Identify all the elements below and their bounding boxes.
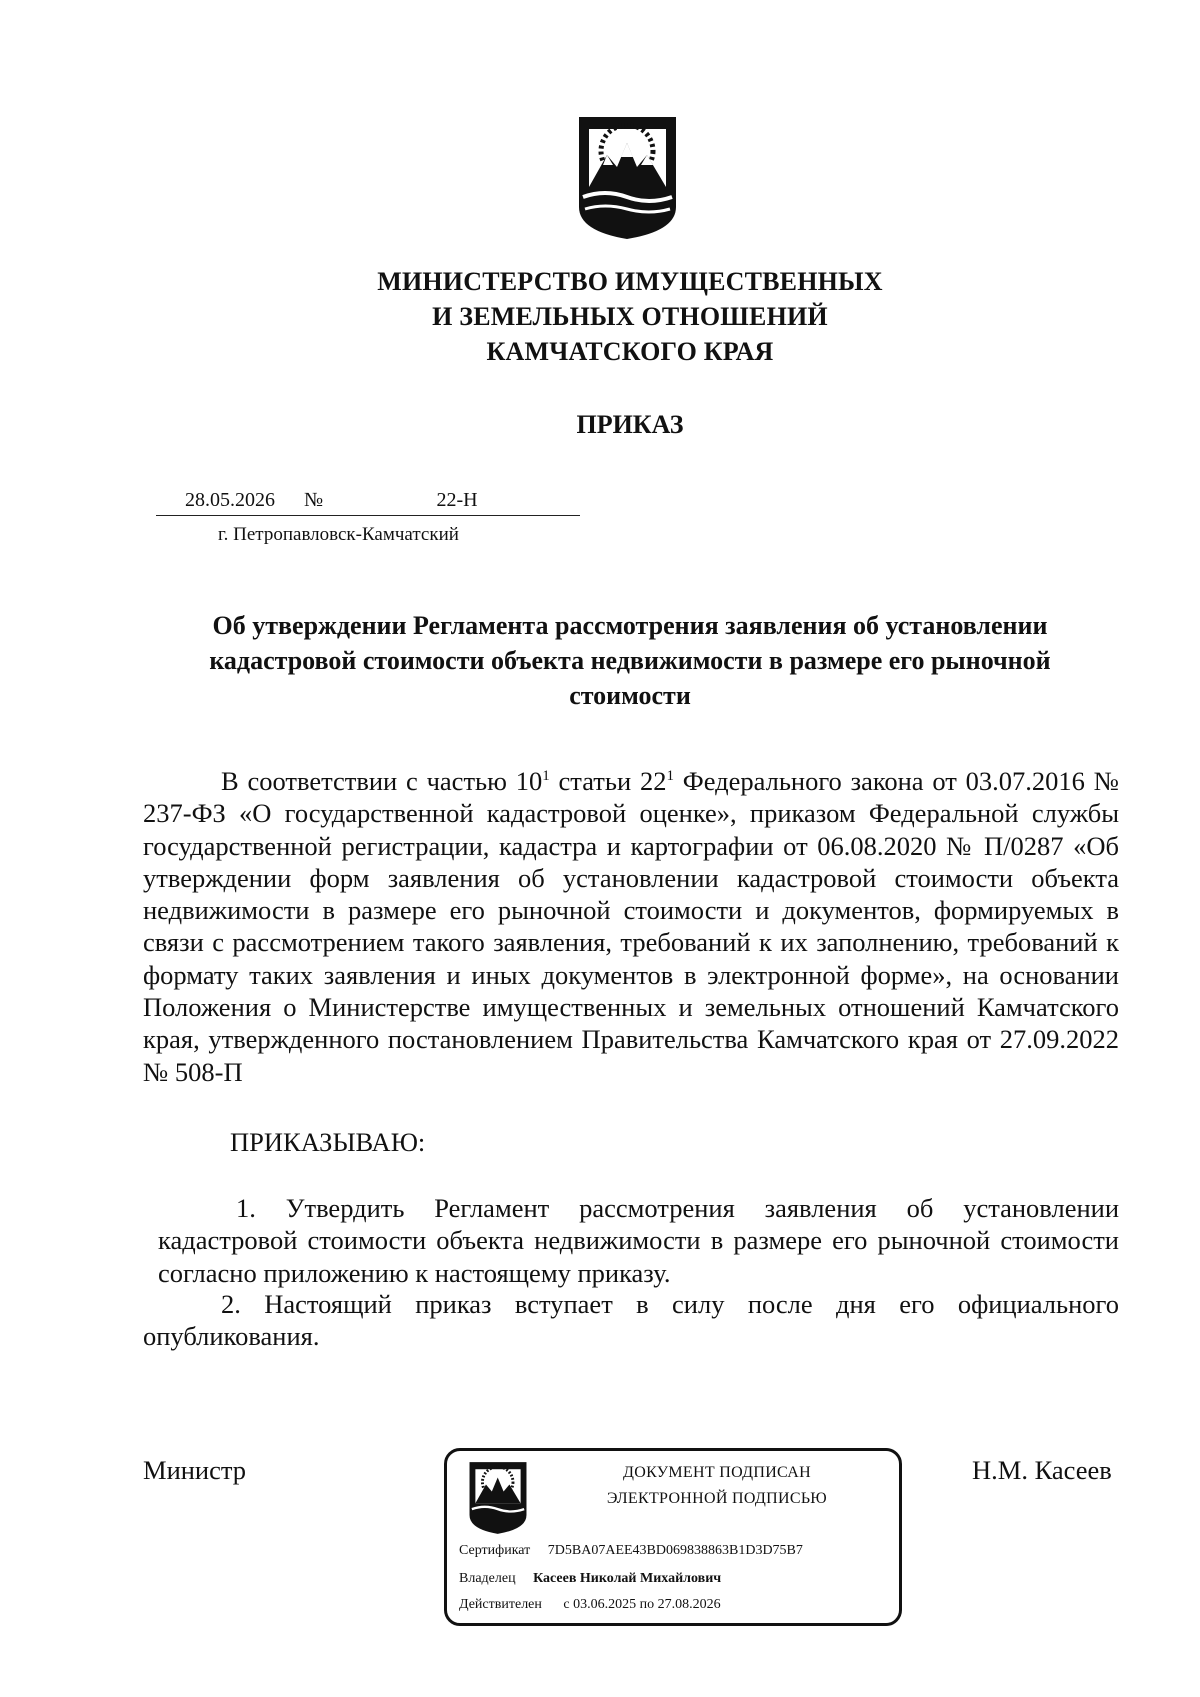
coat-of-arms-icon	[575, 115, 680, 241]
order-word: ПРИКАЗЫВАЮ:	[230, 1127, 426, 1157]
e-signature-stamp	[444, 1448, 902, 1626]
city: г. Петропавловск-Камчатский	[218, 524, 459, 545]
stamp-title-line2: ЭЛЕКТРОННОЙ ПОДПИСЬЮ	[606, 1490, 828, 1507]
preamble-text-3: Федерального закона от 03.07.2016 № 237-ФЗ «О государственной кадастровой оценке», приказом Федеральной службы государственной регистрации, кадастра и картографии от 06.08.2020 № П/0287 «Об утверждении форм заявления об установлении кадастровой стоимости объекта недвижимости в размере его рыночной стоимости и документов, формируемых в связи с рассмотрением такого заявления, требований к их заполнению, требований к формату таких заявления и иных документов в электронной форме», на основании Положения о Министерстве имущественных и земельных отношений Камчатского края, утвержденного постановлением Правительства Камчатского края от 27.09.2022 № 508-П	[143, 766, 1120, 1087]
order-subject	[160, 608, 1100, 713]
order-date: 28.05.2026	[156, 485, 304, 516]
subject-line1: Об утверждении Регламента рассмотрения заявления об установлении	[212, 611, 1048, 640]
subject-line3: стоимости	[569, 681, 691, 710]
preamble-text-1: В соответствии с частью 10	[221, 766, 543, 796]
cert-label: Сертификат	[459, 1543, 531, 1558]
stamp-title-line1: ДОКУМЕНТ ПОДПИСАН	[623, 1464, 811, 1481]
preamble-paragraph	[143, 765, 1119, 1088]
order-item-2: 2. Настоящий приказ вступает в силу после дня его официального опубликования.	[143, 1289, 1119, 1352]
stamp-emblem-icon	[467, 1461, 529, 1535]
org-name	[0, 264, 1200, 369]
order-number: 22-Н	[334, 485, 580, 516]
cert-value: 7D5BA07AEE43BD069838863B1D3D75B7	[547, 1543, 803, 1558]
owner-label: Владелец	[459, 1571, 516, 1586]
preamble-sup-2: 1	[666, 768, 674, 785]
preamble-text-2: статьи 22	[549, 766, 667, 796]
org-name-line1: МИНИСТЕРСТВО ИМУЩЕСТВЕННЫХ	[377, 267, 883, 296]
signer-name: Н.М. Касеев	[972, 1455, 1112, 1485]
valid-label: Действителен	[459, 1597, 542, 1612]
stamp-owner-row	[459, 1571, 721, 1587]
signer-position: Министр	[143, 1455, 247, 1485]
org-name-line3: КАМЧАТСКОГО КРАЯ	[486, 337, 774, 366]
stamp-valid-row	[459, 1597, 721, 1613]
preamble-sup-1: 1	[542, 768, 550, 785]
stamp-cert-row	[459, 1543, 803, 1559]
subject-line2: кадастровой стоимости объекта недвижимости в размере его рыночной	[209, 646, 1051, 675]
document-type: ПРИКАЗ	[576, 410, 684, 439]
number-sign: №	[304, 485, 334, 516]
valid-value: с 03.06.2025 по 27.08.2026	[563, 1597, 721, 1612]
order-item-1: 1. Утвердить Регламент рассмотрения заявления об установлении кадастровой стоимости объекта недвижимости в размере его рыночной стоимости согласно приложению к настоящему приказу.	[158, 1193, 1119, 1288]
owner-value: Касеев Николай Михайлович	[533, 1571, 722, 1586]
org-name-line2: И ЗЕМЕЛЬНЫХ ОТНОШЕНИЙ	[432, 302, 828, 331]
